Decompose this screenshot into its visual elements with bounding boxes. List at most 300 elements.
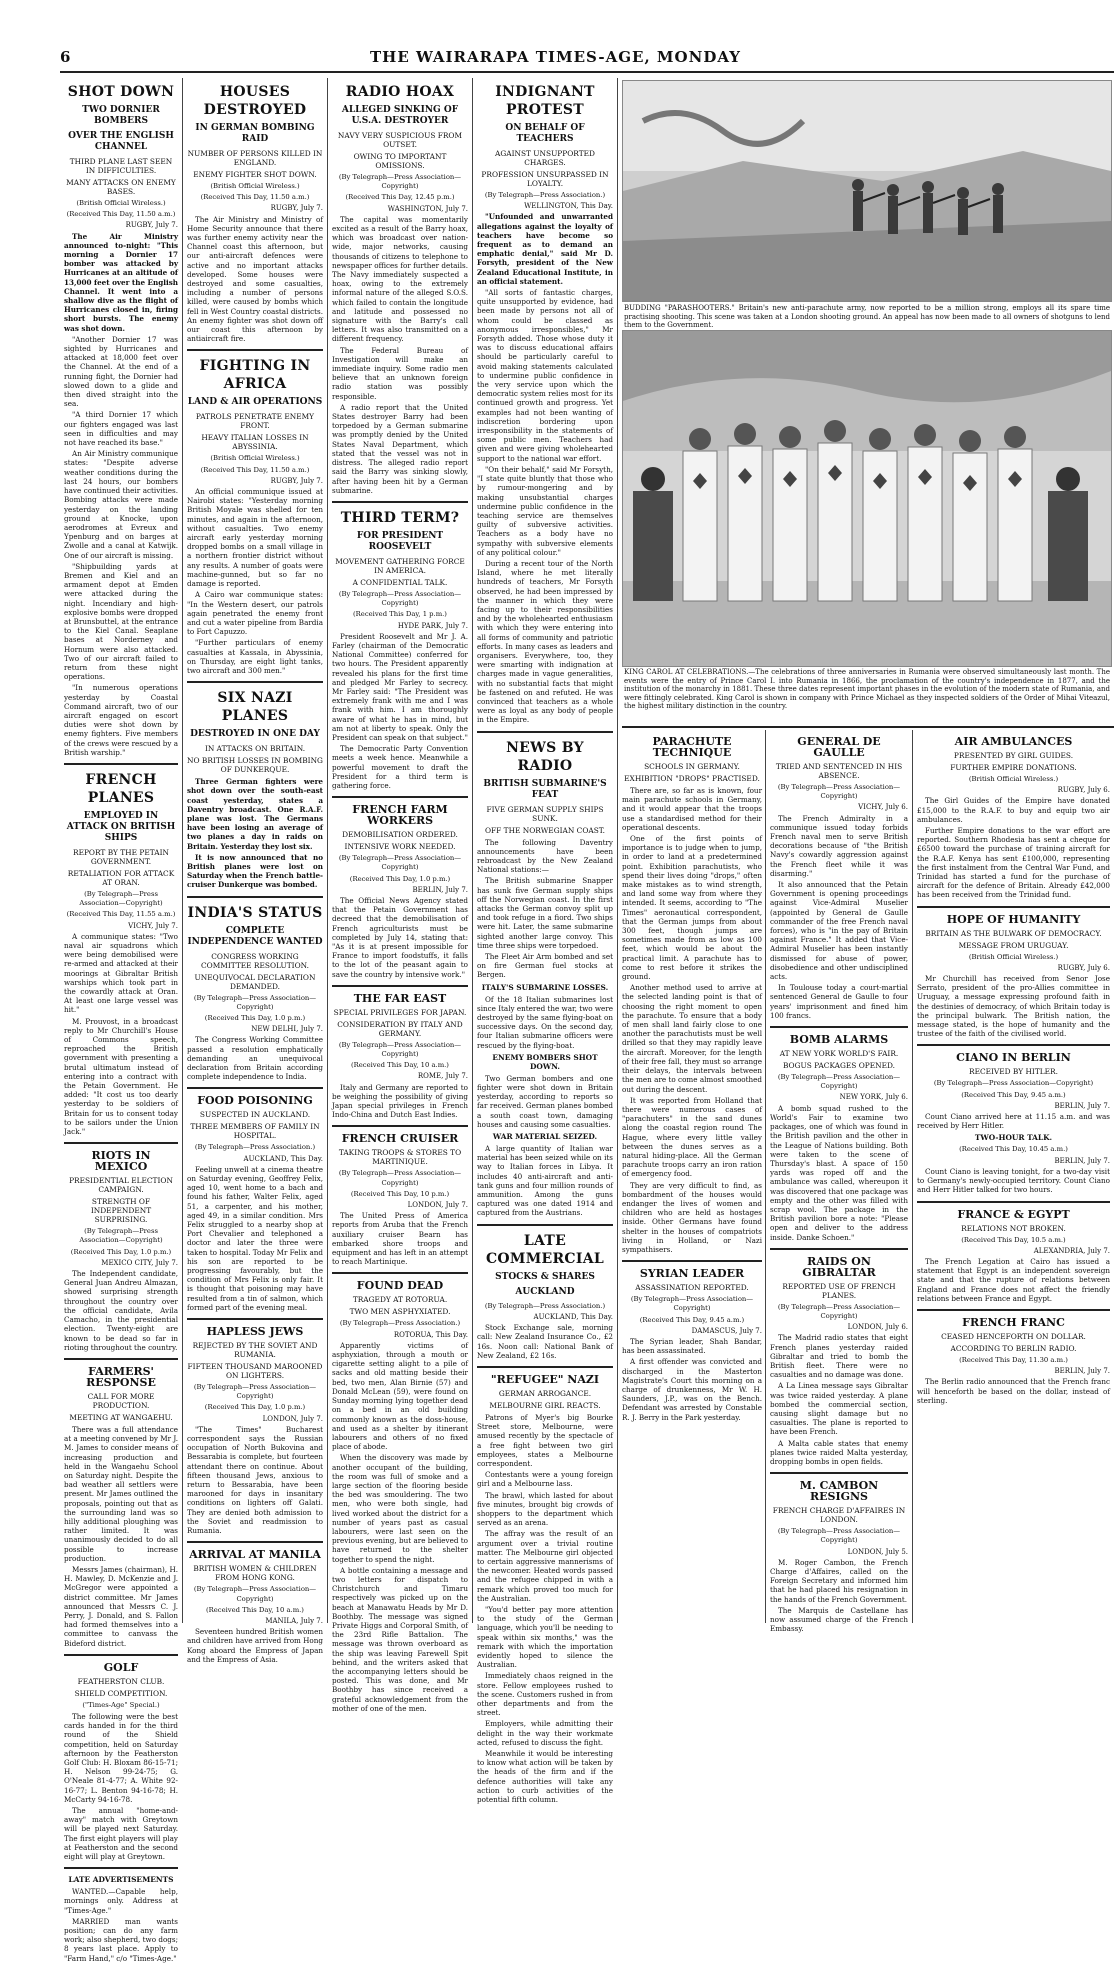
deck: AGAINST UNSUPPORTED CHARGES. [495, 149, 595, 167]
deck: MESSAGE FROM URUGUAY. [958, 940, 1069, 950]
dateline: AUCKLAND, This Day. [533, 1312, 613, 1321]
body-text: Seventeen hundred British women and children have arrived from Hong Kong aboard the Empress of Japan and the Empress of Asia. [187, 1627, 323, 1664]
body-text: The Girl Guides of the Empire have donated £15,000 to the R.A.F. to buy and equip two air ambulances. [917, 796, 1110, 824]
byline: (By Telegraph—Press Association—Copyright) [777, 783, 901, 801]
body-text: It also announced that the Petain Government is opening proceedings against Vice-Admiral Muselier (appointed by General de Gaulle commander of the free French naval forces), who is "in the pay of Britain against France." It added that Vice-Admiral Muselier has been instantly dismissed for abuse of power, disobedience and other undisciplined acts. [770, 880, 908, 982]
body-text: An official communique issued at Nairobi states: "Yesterday morning British Moyale was shelled for ten minutes, and again in the afternoon, without casualties. Two enemy aircraft early yesterday morning dropped bombs on a small village in a northern frontier district without any results. A number of goats were machine-gunned, but so far no damage is reported. [187, 487, 323, 589]
body-text: The Madrid radio states that eight French planes yesterday raided Gibraltar and tried to bomb the British fleet. There were no casualties and no damage was done. [770, 1333, 908, 1380]
byline: (By Telegraph—Press Association—Copyright) [338, 854, 462, 872]
deck: MANY ATTACKS ON ENEMY BASES. [66, 178, 176, 196]
dateline: DAMASCUS, July 7. [691, 1326, 762, 1335]
deck: TRAGEDY AT ROTORUA. [352, 1295, 448, 1305]
deck: FURTHER EMPIRE DONATIONS. [950, 763, 1077, 772]
deck: RECEIVED BY HITLER. [969, 1067, 1058, 1077]
article-divider [332, 796, 468, 798]
body-text: "A third Dornier 17 which our fighters engaged was last seen in difficulties and may not have reached its base." [64, 410, 178, 448]
body-text: They are very difficult to find, as bombardment of the houses would endanger the lives of women and children who are held as hostages inside. Other Germans have found shelter in the houses of compatriots living in Holland, or Nazi sympathisers. [622, 1180, 762, 1254]
body-text: The following Daventry announcements have been rebroadcast by the New Zealand National stations:— [477, 837, 613, 875]
article-divider [64, 1142, 178, 1144]
body-text: A Cairo war communique states: "In the Western desert, our patrols again penetrated the enemy front and cut a water pipeline from Bardia to Fort Capuzzo. [187, 590, 323, 637]
byline: (Received This Day, 10 p.m.) [350, 1189, 450, 1198]
body-text: The Congress Working Committee passed a resolution emphatically demanding an unequivocal declaration from Britain according complete independence to India. [187, 1035, 323, 1082]
headline: BOMB ALARMS [789, 1033, 889, 1047]
body-text: The Independent candidate, General Juan Andreu Almazan, showed surprising strength throughout the country over the official candidate, Avila Camacho, in the presidential election. Twenty-eight are known to be dead so far in rioting throughout the country. [64, 1269, 178, 1352]
headline: INDIA'S STATUS [187, 904, 323, 921]
subheadline: LAND & AIR OPERATIONS [187, 397, 323, 408]
dateline: ALEXANDRIA, July 7. [1033, 1246, 1110, 1255]
body-text: One of the first points of importance is to judge when to jump, in order to land at a predetermined point. Exhibition parachutists, who spend their lives doing "drops," often make mistakes as to wind strength, and land some way from where they intended. It seems, according to "The Times" aeronautical correspondent, that the German jumps from about 300 feet, though jumps are sometimes made from as low as 100 feet, which would be about the practical limit. A parachute has to come to rest before it strikes the ground. [622, 834, 762, 982]
article-divider [187, 1087, 323, 1089]
byline: (Received This Day, 9.45 a.m.) [639, 1315, 745, 1324]
byline: (Received This Day, 10.45 a.m.) [959, 1145, 1068, 1154]
body-text: When the discovery was made by another occupant of the building, the room was full of smoke and a large section of the flooring beside the bed was smouldering. The two men, who were both single, had lived worked about the district for a number of years past as casual labourers, were last seen on the previous evening, but are believed to have returned to the shelter together to spend the night. [332, 1453, 468, 1564]
headline: LATE COMMERCIAL [485, 1232, 605, 1267]
dateline: WASHINGTON, July 7. [387, 204, 468, 213]
section-head: ITALY'S SUBMARINE LOSSES. [481, 982, 609, 992]
body-text: Mr Churchill has received from Senor Jose Serrato, president of the pro-Allies committee in Uruguay, a message expressing profound faith in the destinies of democracy, of which Britain today is the principal bulwark. The British nation, the message stated, is the hope of humanity and the trustee of the faith of the civilised world. [917, 974, 1110, 1039]
deck: MEETING AT WANGAEHU. [69, 1412, 173, 1422]
body-text: There are, so far as is known, four main parachute schools in Germany, and it would appear that the troops use a standardised method for their operational descents. [622, 786, 762, 832]
photo-king-carol [622, 330, 1112, 667]
headline: HOPE OF HUMANITY [946, 912, 1081, 926]
article-divider [187, 681, 323, 683]
deck: THREE MEMBERS OF FAMILY IN HOSPITAL. [190, 1122, 320, 1141]
section-head: ENEMY BOMBERS SHOT DOWN. [492, 1052, 598, 1071]
deck: ASSASSINATION REPORTED. [635, 1283, 749, 1293]
body-text: Three German fighters were shot down over the south-east coast yesterday, states a Daventry broadcast. One R.A.F. plane was lost. The Germans have been losing an average of two planes a day in raids on Britain. Yesterday they lost six. [187, 777, 323, 851]
column-rule [617, 78, 618, 1623]
dateline: WELLINGTON, This Day. [524, 202, 613, 211]
column-5 [622, 732, 762, 1618]
article-divider [917, 1309, 1110, 1311]
deck: NO BRITISH LOSSES IN BOMBING OF DUNKERQUE. [187, 756, 323, 775]
deck: REJECTED BY THE SOVIET AND RUMANIA. [192, 1341, 318, 1360]
article-divider [477, 1224, 613, 1226]
photo-shooting-image [623, 81, 1111, 301]
body-text: Count Ciano is leaving tonight, for a two-day visit to Germany's newly-occupied territory. Count Ciano and Herr Hitler talked for two hours. [917, 1166, 1110, 1195]
deck: SUSPECTED IN AUCKLAND. [199, 1110, 311, 1120]
advertisement: WANTED.—Capable help, mornings only. Address at "Times-Age." [64, 1887, 178, 1915]
byline: (Received This Day, 9.45 a.m.) [961, 1090, 1066, 1099]
subheadline: STOCKS & SHARES [495, 1271, 595, 1282]
photo-rule [622, 726, 1114, 728]
headline: FOUND DEAD [356, 1279, 444, 1293]
article-divider [64, 1358, 178, 1360]
deck: OFF THE NORWEGIAN COAST. [485, 825, 605, 835]
body-text: A bomb squad rushed to the World's Fair to examine two packages, one of which was found in the British pavilion and the other in the League of Nations building. Both were taken to the scene of Thursday's blast. A space of 150 yards was roped off and the ambulance was called, whereupon it was discovered that one package was empty and the other was filled with scrap wool. The package in the British pavilion bore a note: "Please open and deliver to the address inside. Danke Schoen." [770, 1103, 908, 1242]
byline: (Received This Day, 11.50 a.m.) [200, 465, 310, 474]
byline: (British Official Wireless.) [210, 454, 300, 463]
headline: NEWS BY RADIO [506, 739, 584, 774]
deck: BRITAIN AS THE BULWARK OF DEMOCRACY. [925, 928, 1102, 938]
body-text: The Berlin radio announced that the French franc will henceforth be based on the dollar, instead of sterling. [917, 1377, 1110, 1405]
deck: IN ATTACKS ON BRITAIN. [204, 744, 306, 754]
byline: (By Telegraph—Press Association—Copyright) [777, 1302, 901, 1320]
column-rule [327, 78, 328, 1623]
headline: FRENCH FARM WORKERS [352, 803, 448, 828]
deck: ACCORDING TO BERLIN RADIO. [950, 1343, 1077, 1353]
byline: (By Telegraph—Press Association.) [484, 191, 606, 199]
byline: (Received This Day, 10.5 a.m.) [961, 1235, 1066, 1244]
body-text: Apparently victims of asphyxiation, through a mouth or cigarette setting alight to a pile of sacks and old matting beside their bed, two men, Alan Birnie (57) and Donald McLean (59), were found on Sunday morning lying together dead on a bed in an old building commonly known as the doss-house, and used as a shelter by itinerant labourers and others of no fixed place of abode. [332, 1340, 468, 1452]
headline: FRENCH CRUISER [341, 1132, 459, 1146]
deck: ENEMY FIGHTER SHOT DOWN. [193, 170, 317, 179]
byline: (By Telegraph—Press Association—Copyright) [777, 1527, 901, 1545]
dateline: AUCKLAND, This Day. [243, 1154, 323, 1163]
body-text: Another method used to arrive at the selected landing point is that of choosing the right moment to open the parachute. To ensure that a body of men shall land fairly close to one another the parachutists must be well drilled so that they may rapidly leave the aircraft. Moreover, for the length of their free fall, they must so arrange their delays, the intervals between the men are to come almost smoothed out during the descent. [622, 983, 762, 1094]
byline: (By Telegraph—Press Association—Copyright) [630, 1295, 754, 1313]
body-text: Employers, while admitting their delight in the way their workmate acted, refused to discuss the fight. [477, 1719, 613, 1747]
deck: SPECIAL PRIVILEGES FOR JAPAN. [333, 1007, 467, 1017]
dateline: RUGBY, July 6. [1057, 963, 1110, 972]
deck: PRESENTED BY GIRL GUIDES. [953, 751, 1074, 760]
body-text: President Roosevelt and Mr J. A. Farley (chairman of the Democratic National Committee) conferred for two hours. The President apparently revealed his plans for the first time and pledged Mr Farley to secrecy. Mr Farley said: "The President was extremely frank with me and I was frank with him. I am thoroughly aware of what he has in mind, but am not at liberty to speak. Only the President can speak on that subject." [332, 631, 468, 742]
deck: INTENSIVE WORK NEEDED. [344, 842, 456, 852]
newspaper-title: THE WAIRARAPA TIMES-AGE, MONDAY [370, 48, 741, 66]
body-text: Italy and Germany are reported to be weighing the possibility of giving Japan special privileges in French Indo-China and Dutch East Indies. [332, 1082, 468, 1120]
byline: (Received This Day, 10 a.m.) [351, 1061, 449, 1070]
body-text: "Shipbuilding yards at Bremen and Kiel and an armament depot at Emden were attacked during the night. Incendiary and high-explosive bombs were dropped at Brunsbuttel, at the entrance to the Kiel Canal. Seaplane bases at Norderney and Hornum were also attacked. Two of our aircraft failed to return from these night operations. [64, 561, 178, 682]
column-rule [472, 78, 473, 1623]
section-head: TWO-HOUR TALK. [974, 1133, 1053, 1143]
subheadline: BRITISH SUBMARINE'S FEAT [483, 778, 607, 800]
body-text: The United Press of America reports from Aruba that the French auxiliary cruiser Bearn has embarked shore troops and equipment and has left in an attempt to reach Martinique. [332, 1211, 468, 1267]
dateline: VICHY, July 7. [128, 921, 178, 930]
body-text: The brawl, which lasted for about five minutes, brought big crowds of shoppers to the department which served as an arena. [477, 1490, 613, 1528]
body-text: Count Ciano arrived here at 11.15 a.m. and was received by Herr Hitler. [917, 1112, 1110, 1131]
body-text: The Air Ministry and Ministry of Home Security announce that there was further enemy activity near the Channel coast this afternoon, but our anti-aircraft defences were active and no important attacks developed. Some houses were destroyed and some casualties, including a number of persons killed, were caused by bombs which fell in West Country coastal districts. An enemy fighter was shot down off our coast this afternoon by antiaircraft fire. [187, 214, 323, 344]
deck: PRESIDENTIAL ELECTION CAMPAIGN. [69, 1176, 173, 1195]
headline: ARRIVAL AT MANILA [189, 1548, 321, 1562]
headline: INDIGNANT PROTEST [495, 84, 595, 118]
dateline: BERLIN, July 7. [1054, 1156, 1110, 1165]
body-text: Two German bombers and one fighter were shot down in Britain yesterday, according to reports so far received. German planes bombed a south coast town, damaging houses and causing some casualties. [477, 1073, 613, 1129]
dateline: BERLIN, July 7. [1054, 1101, 1110, 1110]
headline: FRENCH FRANC [962, 1315, 1065, 1329]
section-head: WAR MATERIAL SEIZED. [492, 1132, 598, 1142]
byline: (By Telegraph—Press Association—Copyright) [193, 993, 317, 1011]
headline: SHOT DOWN [67, 84, 175, 100]
byline: (Received This Day, 1.0 p.m.) [204, 1403, 306, 1412]
headline: FARMERS' RESPONSE [86, 1364, 156, 1389]
byline: (By Telegraph—Press Association.) [194, 1143, 316, 1152]
advertisement: MARRIED man wants position; can do any farm work; also shepherd, two dogs; 8 years last place. Apply to "Farm Hand," c/o "Times-Age." [64, 1916, 178, 1963]
byline: (By Telegraph—Press Association—Copyright) [338, 1040, 462, 1059]
headline: PARACHUTE TECHNIQUE [652, 735, 732, 759]
body-text: The following were the best cards handed in for the third round of the Shield competition, held on Saturday afternoon by the Featherston Golf Club: H. Bloxam 86-15-71; H. Nelson 99-24-75; G. O'Neale 81-4-77; A. White 92-16-77; L. Benton 94-16-78; H. McCarty 94-16-78. [64, 1711, 178, 1804]
headline: FIGHTING IN AFRICA [199, 358, 311, 393]
deck: CONSIDERATION BY ITALY AND GERMANY. [337, 1019, 463, 1038]
article-divider [770, 1472, 908, 1474]
headline: RAIDS ON GIBRALTAR [802, 1254, 876, 1279]
headline: "REFUGEE" NAZI [490, 1372, 600, 1386]
dateline: LONDON, July 6. [847, 1323, 908, 1332]
article-divider [770, 1026, 908, 1028]
headline: CIANO IN BERLIN [956, 1051, 1071, 1065]
dateline: RUGBY, July 7. [270, 204, 323, 213]
byline: (Received This Day, 11.50 a.m.) [66, 210, 176, 219]
column-7 [917, 732, 1110, 1618]
headline: THIRD TERM? [340, 509, 460, 526]
dateline: LONDON, July 7. [262, 1414, 323, 1423]
deck: RETALIATION FOR ATTACK AT ORAN. [67, 868, 175, 887]
deck: BRITISH WOMEN & CHILDREN FROM HONG KONG. [193, 1564, 317, 1583]
body-text: The Marquis de Castellane has now assumed charge of the French Embassy. [770, 1605, 908, 1634]
subheadline: ON BEHALF OF TEACHERS [505, 123, 585, 144]
deck: HEAVY ITALIAN LOSSES IN ABYSSINIA. [201, 433, 309, 452]
body-text: Further Empire donations to the war effort are reported. Southern Rhodesia has sent a cheque for £6500 toward the purchase of training aircraft for the R.A.F. Kenya has sent £100,000, representing the first instalment from the Central War Fund, and Trinidad has started a fund for the purchase of aircraft for the defence of Britain. Already £42,000 has been received from the Trinidad fund. [917, 826, 1110, 900]
article-divider [64, 763, 178, 765]
article-divider [917, 906, 1110, 908]
headline: FRANCE & EGYPT [957, 1207, 1070, 1221]
body-text: The Air Ministry announced to-night: "This morning a Dornier 17 bomber was attacked by Hurricanes at an altitude of 13,000 feet over the English Channel. It went into a shallow dive as the flight of Hurricanes closed in, firing short bursts. The enemy was shot down. [64, 231, 178, 333]
article-divider [622, 1260, 762, 1262]
body-text: "Another Dornier 17 was sighted by Hurricanes and attacked at 18,000 feet over the Channel. At the end of a running fight, the Dornier had slowed down to a glide and then dived straight into the sea. [64, 334, 178, 409]
deck: GERMAN ARROGANCE. [498, 1388, 592, 1398]
article-divider [64, 1654, 178, 1656]
subheadline: EMPLOYED IN ATTACK ON BRITISH SHIPS [66, 810, 176, 843]
body-text: Patrons of Myer's big Bourke Street store, Melbourne, were amused recently by the spectacle of a free fight between two girl employees, states a Melbourne correspondent. [477, 1412, 613, 1468]
headline: GENERAL DE GAULLE [797, 735, 881, 759]
article-divider [917, 1044, 1110, 1046]
subheadline: TWO DORNIER BOMBERS [82, 105, 160, 126]
byline: (British Official Wireless.) [76, 199, 166, 207]
photo-king-carol-image [623, 331, 1111, 666]
body-text: There was a full attendance at a meeting convened by Mr J. M. James to consider means of increasing production and held in the Wangaehu School on Saturday night. Despite the bad weather all settlers were present. Mr James outlined the proposals, pointing out that as the surrounding land was so hilly additional ploughing was rather limited. It was unanimously decided to do all possible to increase production. [64, 1424, 178, 1563]
dateline: BERLIN, July 7. [1054, 1367, 1110, 1376]
deck: UNEQUIVOCAL DECLARATION DEMANDED. [194, 972, 316, 991]
byline: (By Telegraph—Press Association—Copyright) [338, 1169, 462, 1187]
byline: (Received This Day, 10 a.m.) [206, 1605, 304, 1614]
headline: AIR AMBULANCES [954, 735, 1073, 748]
body-text: A bottle containing a message and two letters for dispatch to Christchurch and Timaru respectively was picked up on the beach at Manawatu Heads by Mr D. Boothby. The message was signed Private Higgs and Corporal Smith, of the 23rd Rifle Battalion. The message was thrown overboard as the ship was leaving Farewell Spit behind, and the writers asked that the accompanying letters should be posted. This was done, and Mr Boothby has since received a grateful acknowledgement from the mother of one of the men. [332, 1565, 468, 1713]
body-text: Messrs James (chairman), H. H. Mawley, D. McKenzie and J. McGregor were appointed a district committee. Mr James announced that Messrs C. J. Perry, J. Donald, and S. Fallon had formed themselves into a committee to canvass the Bideford district. [64, 1564, 178, 1648]
byline: ("Times-Age" Special.) [82, 1700, 160, 1709]
byline: (Received This Day, 11.55 a.m.) [66, 910, 176, 919]
byline: (Received This Day, 11.30 a.m.) [959, 1355, 1068, 1364]
deck: FEATHERSTON CLUB. [77, 1676, 165, 1686]
headline: GOLF [103, 1660, 139, 1674]
deck: PATROLS PENETRATE ENEMY FRONT. [195, 412, 315, 431]
column-6 [770, 732, 908, 1634]
headline: SYRIAN LEADER [639, 1267, 745, 1281]
deck: EXHIBITION "DROPS" PRACTISED. [624, 774, 760, 783]
article-divider [332, 501, 468, 503]
body-text: A La Linea message says Gibraltar was twice raided yesterday. A plane bombed the commercial section, causing slight damage but no casualties. The plane is reported to have been French. [770, 1381, 908, 1437]
deck: FIFTEEN THOUSAND MAROONED ON LIGHTERS. [187, 1362, 323, 1381]
dateline: BERLIN, July 7. [412, 885, 468, 894]
masthead [60, 48, 1114, 70]
article-divider [332, 985, 468, 987]
body-text: Meanwhile it would be interesting to know what action will be taken by the heads of the firm and if the defence authorities will take any action to curb activities of the potential fifth column. [477, 1749, 613, 1805]
column-1 [64, 78, 178, 1963]
body-text: Contestants were a young foreign girl and a Melbourne lass. [477, 1470, 613, 1489]
article-divider [770, 1248, 908, 1250]
dateline: NEW YORK, July 6. [839, 1093, 908, 1102]
masthead-rule [60, 71, 1114, 73]
dateline: RUGBY, July 7. [125, 221, 178, 230]
deck: SCHOOLS IN GERMANY. [644, 762, 740, 771]
page-number: 6 [60, 48, 72, 66]
body-text: The capital was momentarily excited as a result of the Barry hoax, which was broadcast over nation-wide, major networks, causing thousands of citizens to telephone to newspaper offices for further details. The Navy immediately suspected a hoax, owing to the extremely informal nature of the alleged S.O.S. which failed to contain the longitude and latitude and possessed no signature with the Barry's call letters. It was also transmitted on a different frequency. [332, 214, 468, 344]
body-text: An Air Ministry communique states: "Despite adverse weather conditions during the last 24 hours, our bombers have continued their activities. Bombing attacks were made yesterday on the landing ground at Knocke, upon aerodromes at Evreux and Ypenburg and on barges at Zwolle and a canal at Katwijk. One of our aircraft is missing. [64, 449, 178, 560]
byline: (By Telegraph—Press Association—Copyright) [777, 1073, 901, 1091]
deck: AT NEW YORK WORLD'S FAIR. [779, 1049, 899, 1059]
photo-caption: BUDDING "PARASHOOTERS." Britain's new anti-parachute army, now reported to be a million strong, employs all its spare time practising shooting. This scene was taken at a London shooting ground. An appeal has now been made to all owners of shotguns to lend them to the Government. [624, 304, 1110, 330]
subheadline: FOR PRESIDENT ROOSEVELT [356, 530, 444, 552]
byline: (By Telegraph—Press Association.) [484, 1301, 606, 1310]
byline: (By Telegraph—Press Association—Copyright) [933, 1079, 1094, 1088]
subheadline: COMPLETE INDEPENDENCE WANTED [187, 925, 323, 947]
byline: (By Telegraph—Press Association.) [339, 1319, 461, 1328]
dateline: ROME, July 7. [417, 1072, 468, 1081]
body-text: The annual "home-and-away" match with Greytown will be played next Saturday. The first eight players will play at Featherston and the second eight will play at Greytown. [64, 1806, 178, 1862]
body-text: It is now announced that no British planes were lost on Saturday when the French battle-cruiser Dunkerque was bombed. [187, 852, 323, 890]
deck: STRENGTH OF INDEPENDENT SURPRISING. [90, 1197, 152, 1225]
article-divider [187, 896, 323, 898]
deck: NUMBER OF PERSONS KILLED IN ENGLAND. [187, 149, 323, 167]
article-divider [187, 349, 323, 351]
byline: (British Official Wireless.) [968, 952, 1059, 961]
body-text: The Syrian leader, Shah Bandar, has been assassinated. [622, 1336, 762, 1356]
article-divider [64, 1867, 178, 1869]
column-3 [332, 78, 468, 1713]
body-text: A radio report that the United States destroyer Barry had been torpedoed by a German submarine was promptly denied by the United States Naval Department, which stated that the vessel was not in distress. The alleged radio report said the Barry was sinking slowly, after having been hit by a German submarine. [332, 402, 468, 495]
body-text: "The Times" Bucharest correspondent says the Russian occupation of North Bukovina and Bessarabia is complete, but fourteen attendant there on continue. About fifteen thousand Jews, anxious to return to Bessarabia, have been marooned for days in insanitary conditions on lighters off Galati. They are denied both admission to the Soviet and readmission to Rumania. [187, 1424, 323, 1536]
body-text: "Further particulars of enemy casualties at Kassala, in Abyssinia, on Thursday, are eight light tanks, two aircraft and 300 men." [187, 638, 323, 675]
deck: OWING TO IMPORTANT OMISSIONS. [353, 152, 447, 170]
byline: (By Telegraph—Press Association—Copyright) [79, 1227, 163, 1245]
article-divider [332, 1272, 468, 1274]
subheadline: ALLEGED SINKING OF U.S.A. DESTROYER [341, 105, 459, 126]
body-text: Feeling unwell at a cinema theatre on Saturday evening, Geoffrey Felix, aged 10, went home to a bach and found his father, Walter Felix, aged 51, a carpenter, and his mother, aged 49, in a similar condition. Mrs Felix struggled to a nearby shop at Port Chevalier and telephoned a doctor and later the three were taken to hospital. Today Mr Felix and his son are reported to be progressing favourably, but the condition of Mrs Felix is only fair. It is thought that poisoning may have resulted from a tin of salmon, which formed part of the evening meal. [187, 1164, 323, 1312]
byline: (Received This Day, 12.45 p.m.) [345, 193, 455, 202]
byline: (By Telegraph—Press Association—Copyright) [193, 1383, 317, 1401]
column-2 [187, 78, 323, 1664]
article-divider [332, 1125, 468, 1127]
headline: LATE ADVERTISEMENTS [68, 1875, 174, 1885]
dateline: LONDON, July 5. [847, 1547, 908, 1556]
body-text: The British submarine Snapper has sunk five German supply ships off the Norwegian coast. In the first attacks the German convoy split up and took refuge in a fiord. Two ships were hit. Later, the same submarine sighted another large convoy. This time three ships were torpedoed. [477, 876, 613, 950]
byline: (By Telegraph—Press Association—Copyright) [338, 589, 462, 608]
body-text: A large quantity of Italian war material has been seized while on its way to Italian forces in Libya. It includes 40 anti-aircraft and anti-tank guns and four million rounds of ammunition. Among the guns captured was one dated 1914 and captured from the Austrians. [477, 1144, 613, 1218]
headline: HAPLESS JEWS [206, 1325, 304, 1339]
byline: (By Telegraph—Press Association—Copyright) [79, 889, 163, 908]
deck: SHIELD COMPETITION. [74, 1688, 168, 1698]
byline: (British Official Wireless.) [968, 775, 1059, 783]
deck: MOVEMENT GATHERING FORCE IN AMERICA. [335, 556, 465, 575]
deck: PROFESSION UNSURPASSED IN LOYALTY. [481, 170, 609, 188]
deck: THIRD PLANE LAST SEEN IN DIFFICULTIES. [69, 157, 173, 175]
subheadline: AUCKLAND [515, 1286, 575, 1297]
body-text: A first offender was convicted and discharged in the Masterton Magistrate's Court this morning on a charge of drunkenness, Mr W. H. Saunders, J.P., was on the Bench. Defendant was arrested by Constable R. J. Berry in the Park yesterday. [622, 1357, 762, 1422]
body-text: The French Admiralty in a communique issued today forbids French naval men to serve British decorations because of "the British Navy's cowardly aggression against the French fleet while it was disarming." [770, 813, 908, 878]
dateline: VICHY, July 6. [858, 803, 908, 812]
dateline: LONDON, July 7. [407, 1201, 468, 1210]
article-divider [477, 1366, 613, 1368]
body-text: Of the 18 Italian submarines lost since Italy entered the war, two were destroyed by the same flying-boat on successive days. On the second day, four Italian submarine officers were rescued by the flying-boat. [477, 994, 613, 1050]
column-4 [477, 78, 613, 1805]
byline: (Received This Day, 1.0 p.m.) [204, 1013, 306, 1022]
subheadline: OVER THE ENGLISH CHANNEL [68, 131, 174, 152]
deck: MELBOURNE GIRL REACTS. [489, 1400, 601, 1410]
deck: CALL FOR MORE PRODUCTION. [87, 1391, 155, 1410]
deck: REPORTED USE OF FRENCH PLANES. [782, 1281, 896, 1300]
byline: (By Telegraph—Press Association—Copyright) [193, 1585, 317, 1603]
photo-caption: KING CAROL AT CELEBRATIONS.—The celebrations of three anniversaries in Rumania were observed simultaneously last month. The events were the entry of Prince Carol I. into Rumania in 1866, the proclamation of the country's independence in 1877, and the institution of the monarchy in 1881. These three dates represent important phases in the evolution of the modern state of Rumania, and were fittingly celebrated. King Carol is shown in company with Prince Michael as they inspected soldiers of the Order of Mihai Viteazul, the highest military distinction in the country. [624, 668, 1110, 711]
photo-shooting-practice [622, 80, 1112, 302]
headline: THE FAR EAST [353, 991, 447, 1005]
deck: CEASED HENCEFORTH ON DOLLAR. [941, 1331, 1086, 1341]
subheadline: DESTROYED IN ONE DAY [190, 729, 320, 740]
headline: HOUSES DESTROYED [203, 84, 307, 118]
body-text: M. Prouvost, in a broadcast reply to Mr Churchill's House of Commons speech, reproached the British government with presenting a brutal ultimatum instead of entering into a contract with the Petain Government. He added: "It cost us too dearly yesterday to be soldiers of Britain for us to consent today to be sailors under the Union Jack." [64, 1016, 178, 1137]
headline: RIOTS IN MEXICO [91, 1149, 151, 1174]
body-text: "On their behalf," said Mr Forsyth, "I state quite bluntly that those who by rumour-mongering and by making unsubstantial charges undermine public confidence in the teaching service are themselves guilty of subversive activities. Teachers as a body have no sympathy with subversive elements of any political colour." [477, 464, 613, 557]
body-text: A communique states: "Two naval air squadrons which were being demobilised were re-armed and attacked at their moorings at Gibraltar British warships which took part in the cowardly attack at Oran. At least one large vessel was hit." [64, 931, 178, 1015]
headline: FRENCH PLANES [85, 771, 157, 806]
dateline: NEW DELHI, July 7. [251, 1025, 323, 1034]
article-divider [187, 1318, 323, 1320]
body-text: The affray was the result of an argument over a trivial routine matter. The Melbourne girl objected to certain aggressive mannerisms of the newcomer. Heated words passed and the refugee chipped in with a remark which proved too much for the Australian. [477, 1529, 613, 1603]
dateline: MEXICO CITY, July 7. [101, 1258, 178, 1267]
deck: A CONFIDENTIAL TALK. [352, 577, 448, 587]
body-text: The Official News Agency stated that the Petain Government has decreed that the demobilisation of French agriculturists must be completed by July 14, stating that: "As it is at present impossible for France to import foodstuffs, it falls to the lot of the peasant again to save the country by intensive work." [332, 895, 468, 979]
body-text: During a recent tour of the North Island, where he met literally hundreds of teachers, Mr Forsyth observed, he had been impressed by the manner in which they were facing up to their responsibilities and by the wholehearted enthusiasm with which they were entering into all forms of community and patriotic efforts. In many cases as leaders and organisers. Everywhere, too, they were smarting with indignation at charges made in vague generalities, with no substantial facts that might be fastened on and refuted. He was convinced that teachers as a whole were as loyal as any body of people in the Empire. [477, 558, 613, 725]
body-text: "You'd better pay more attention to the study of the German language, which you'll be needing to speak within six months," was the remark with which the importation evidently hoped to silence the Australian. [477, 1604, 613, 1670]
column-rule [182, 78, 183, 1623]
body-text: "In numerous operations yesterday by Coastal Command aircraft, two of our aircraft engaged on escort duties were shot down by enemy fighters. Five members of the crews were rescued by a British warship." [64, 683, 178, 757]
body-text: The French Legation at Cairo has issued a statement that Egypt is an independent sovereign state and that the rupture of relations between England and France does not affect the friendly relations between France and Egypt. [917, 1256, 1110, 1303]
article-divider [477, 731, 613, 733]
column-rule [765, 730, 766, 1623]
column-rule [912, 730, 913, 1623]
body-text: "All sorts of fantastic charges, quite unsupported by evidence, had been made by persons not all of whom could be classed as anonymous irresponsibles," Mr Forsyth added. Those whose duty it was to discuss educational affairs should be particularly careful to avoid making statements calculated to undermine public confidence in the very service upon which the democratic system relies most for its continued growth and progress. Yet examples had not been wanting of indiscretion bordering upon irresponsibility in the statements of some public men. Teachers had given and were giving wholehearted support to the national war effort. [477, 288, 613, 463]
subheadline: IN GERMAN BOMBING RAID [195, 123, 315, 144]
headline: FOOD POISONING [197, 1094, 313, 1108]
article-divider [917, 1201, 1110, 1203]
headline: RADIO HOAX [345, 84, 455, 100]
deck: CONGRESS WORKING COMMITTEE RESOLUTION. [201, 951, 309, 970]
deck: RELATIONS NOT BROKEN. [961, 1223, 1066, 1233]
deck: NAVY VERY SUSPICIOUS FROM OUTSET. [337, 131, 463, 149]
deck: FRENCH CHARGE D'AFFAIRES IN LONDON. [772, 1506, 906, 1525]
byline: (Received This Day, 1.0 p.m.) [70, 1247, 172, 1256]
body-text: The Federal Bureau of Investigation will make an immediate inquiry. Some radio men believe that an unknown foreign radio station was possibly responsible. [332, 345, 468, 401]
headline: M. CAMBON RESIGNS [799, 1479, 879, 1504]
deck: FIVE GERMAN SUPPLY SHIPS SUNK. [486, 804, 604, 823]
deck: DEMOBILISATION ORDERED. [342, 830, 458, 840]
body-text: A Malta cable states that enemy planes twice raided Malta yesterday, dropping bombs in open fields. [770, 1438, 908, 1466]
body-text: The Fleet Air Arm bombed and set on fire German fuel stocks at Bergen. [477, 952, 613, 980]
deck: TRIED AND SENTENCED IN HIS ABSENCE. [775, 762, 903, 780]
article-divider [187, 1541, 323, 1543]
byline: (Received This Day, 1 p.m.) [353, 610, 447, 619]
body-text: It was reported from Holland that there were numerous cases of "parachuters" in the sand dunes along the coastal region round The Hague, where every little valley between the dunes serves as a natural hiding-place. All the German parachute troops carry an iron ration of emergency food. [622, 1095, 762, 1179]
dateline: ROTORUA, This Day. [393, 1330, 468, 1339]
dateline: RUGBY, July 6. [1057, 786, 1110, 795]
body-text: M. Roger Cambon, the French Charge d'Affaires, called on the Foreign Secretary and informed him that he had placed his resignation in the hands of the French Government. [770, 1557, 908, 1604]
body-text: The Democratic Party Convention meets a week hence. Meanwhile a powerful movement to draft the President for a third term is gathering force. [332, 744, 468, 790]
body-text: Stock Exchange sale, morning call: New Zealand Insurance Co., £2 16s. Noon call: National Bank of New Zealand, £2 16s. [477, 1323, 613, 1360]
dateline: MANILA, July 7. [265, 1616, 323, 1625]
deck: REPORT BY THE PETAIN GOVERNMENT. [73, 847, 169, 866]
deck: TAKING TROOPS & STORES TO MARTINIQUE. [338, 1148, 462, 1167]
body-text: Immediately chaos reigned in the store. Fellow employees rushed to the scene. Customers rushed in from other departments and from the street. [477, 1671, 613, 1718]
body-text: "Unfounded and unwarranted allegations against the loyalty of teachers have become so frequent as to demand an emphatic denial," said Mr D. Forsyth, president of the New Zealand Educational Institute, in an official statement. [477, 212, 613, 286]
body-text: In Toulouse today a court-martial sentenced General de Gaulle to four years' imprisonment and fined him 100 francs. [770, 983, 908, 1020]
byline: (Received This Day, 1.0 p.m.) [349, 874, 451, 883]
